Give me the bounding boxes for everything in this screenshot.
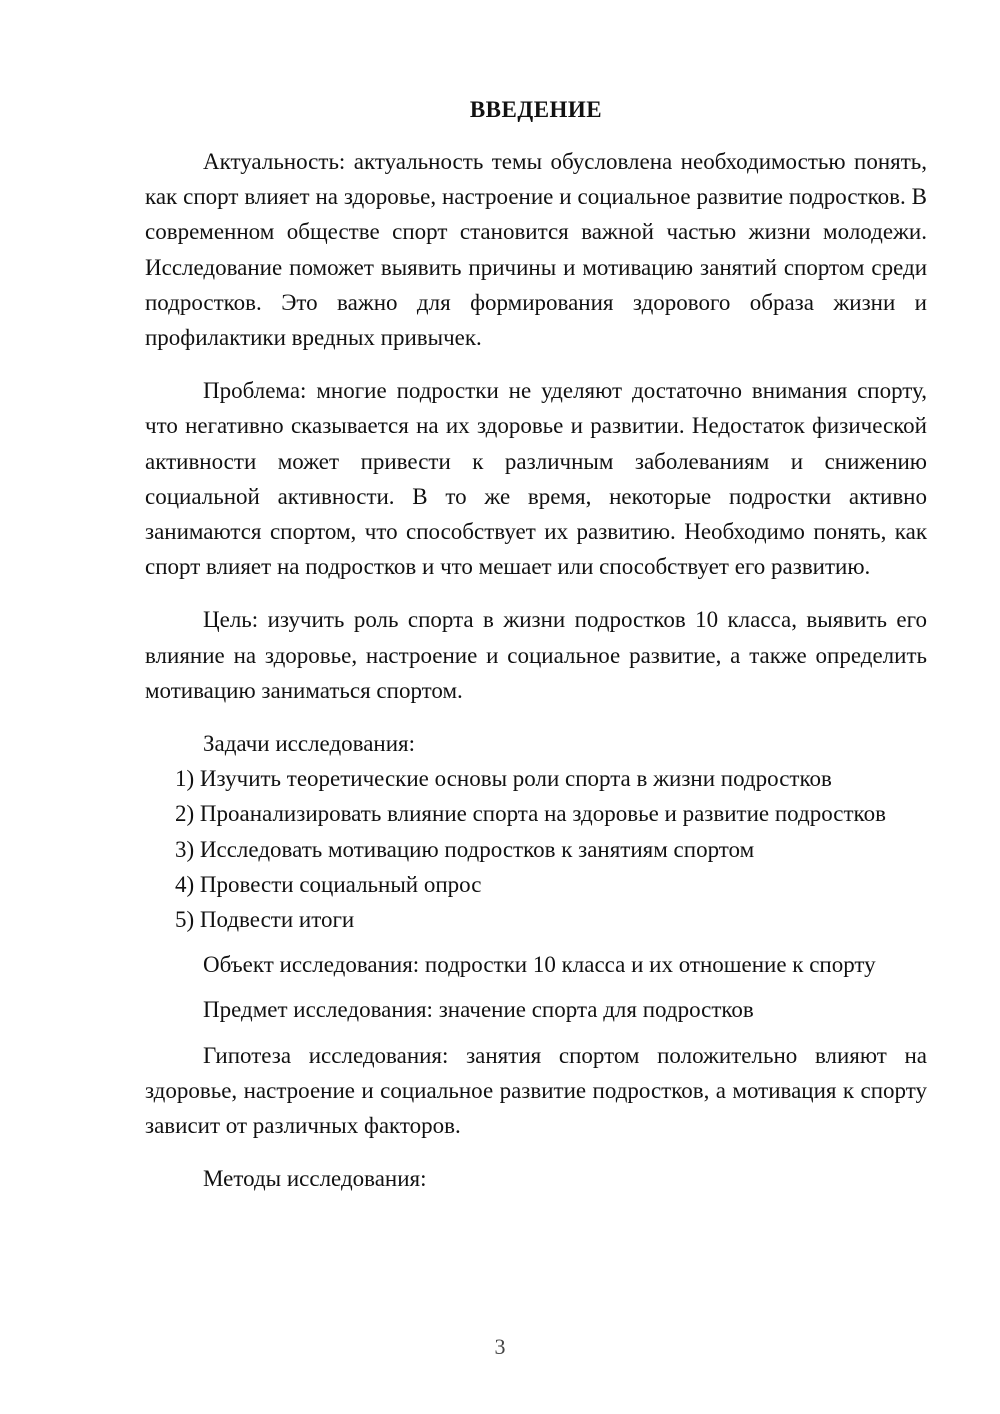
task-item-5: 5) Подвести итоги bbox=[175, 907, 355, 933]
page-title: ВВЕДЕНИЕ bbox=[469, 97, 603, 122]
task-item-1: 1) Изучить теоретические основы роли спорта в жизни подростков bbox=[175, 766, 832, 792]
paragraph-hypothesis: Гипотеза исследования: занятия спортом положительно влияют на здоровье, настроение и социальное развитие подростков, а мотивация к спорту зависит от различных факторов. bbox=[145, 1042, 927, 1139]
paragraph-object: Объект исследования: подростки 10 класса и их отношение к спорту bbox=[203, 952, 876, 978]
paragraph-subject: Предмет исследования: значение спорта для подростков bbox=[203, 997, 754, 1023]
methods-heading: Методы исследования: bbox=[203, 1166, 427, 1192]
tasks-heading: Задачи исследования: bbox=[203, 731, 416, 757]
task-item-3: 3) Исследовать мотивацию подростков к занятиям спортом bbox=[175, 836, 755, 862]
paragraph-relevance: Актуальность: актуальность темы обусловлена необходимостью понять, как спорт влияет на здоровье, настроение и социальное развитие подростков. В современном обществе спорт становится важной частью жизни молодежи. Исследование поможет выявить причины и мотивацию занятий спортом среди подростков. Это важно для формирования здорового образа жизни и профилактики вредных привычек. bbox=[145, 149, 927, 351]
page-content bbox=[145, 94, 927, 1196]
paragraph-problem: Проблема: многие подростки не уделяют достаточно внимания спорту, что негативно сказывается на их здоровье и развитии. Недостаток физической активности может привести к различным заболеваниям и снижению социальной активности. В то же время, некоторые подростки активно занимаются спортом, что способствует их развитию. Необходимо понять, как спорт влияет на подростков и что мешает или способствует его развитию. bbox=[145, 378, 927, 580]
paragraph-goal: Цель: изучить роль спорта в жизни подростков 10 класса, выявить его влияние на здоровье, настроение и социальное развитие, а также определить мотивацию заниматься спортом. bbox=[145, 607, 927, 703]
task-item-2: 2) Проанализировать влияние спорта на здоровье и развитие подростков bbox=[175, 801, 886, 827]
task-item-4: 4) Провести социальный опрос bbox=[175, 871, 482, 897]
page-number: 3 bbox=[494, 1334, 506, 1359]
